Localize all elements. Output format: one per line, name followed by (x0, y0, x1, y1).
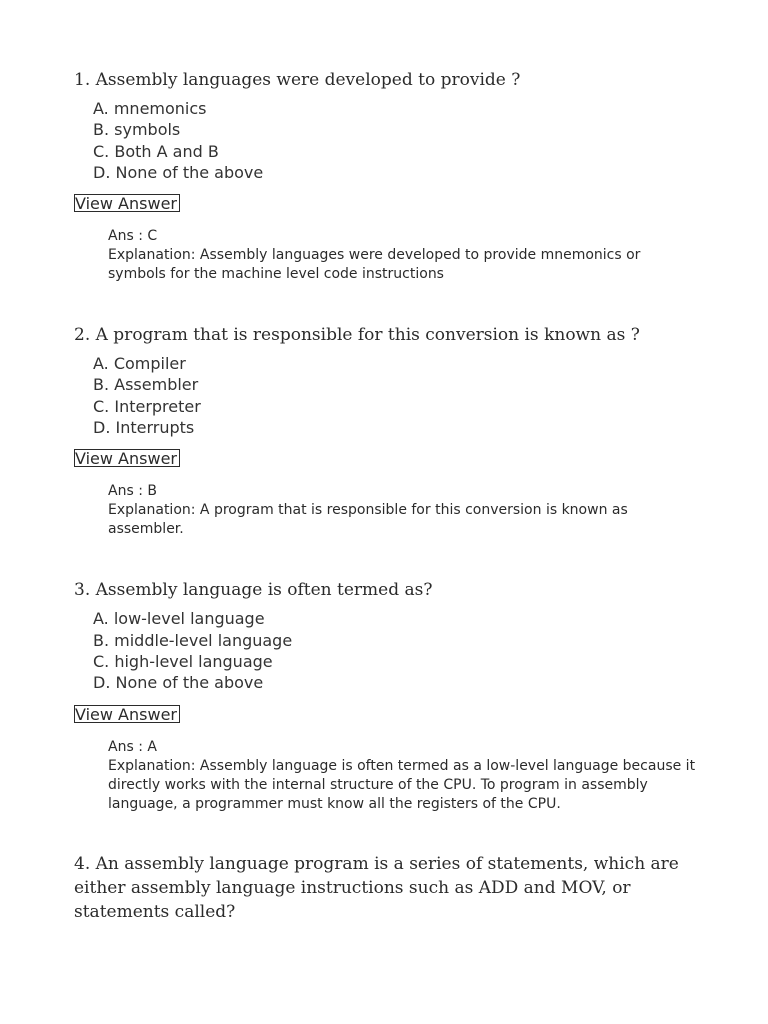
view-answer-button[interactable]: View Answer (74, 705, 180, 723)
question-2 (74, 323, 704, 539)
question-title: 1. Assembly languages were developed to provide ? (74, 70, 521, 90)
answer-explanation: Explanation: A program that is responsible for this conversion is known as assembler. (108, 502, 628, 538)
answer-panel (108, 738, 698, 814)
options-list (93, 98, 704, 183)
question-title: 3. Assembly language is often termed as? (74, 580, 433, 601)
option-c: C. Both A and B (93, 141, 219, 161)
view-answer-button[interactable]: View Answer (74, 194, 180, 212)
option-c: C. Interpreter (93, 396, 201, 416)
option-d: D. None of the above (93, 162, 264, 182)
answer-panel (108, 482, 698, 539)
question-4 (74, 852, 704, 924)
options-list (93, 353, 704, 438)
option-a: A. Compiler (93, 354, 186, 374)
answer-explanation: Explanation: Assembly languages were developed to provide mnemonics or symbols for the machine level code instructions (108, 247, 641, 283)
view-answer-button[interactable]: View Answer (74, 449, 180, 467)
quiz-page (74, 68, 704, 924)
answer-panel (108, 227, 698, 284)
option-a: A. mnemonics (93, 99, 207, 118)
answer-key: Ans : C (108, 228, 158, 245)
option-d: D. None of the above (93, 673, 264, 693)
answer-key: Ans : A (108, 738, 157, 755)
option-b: B. symbols (93, 120, 181, 140)
option-c: C. high-level language (93, 651, 273, 671)
options-list (93, 608, 704, 693)
answer-explanation: Explanation: Assembly language is often termed as a low-level language because it directly works with the internal structure of the CPU. To program in assembly language, a programmer must know all the registers of the CPU. (108, 757, 696, 812)
option-d: D. Interrupts (93, 418, 195, 438)
question-1 (74, 68, 704, 284)
question-3 (74, 578, 704, 813)
question-title: 4. An assembly language program is a series of statements, which are either assembly language instructions such as ADD and MOV, or statements called? (74, 853, 679, 922)
option-a: A. low-level language (93, 609, 265, 629)
answer-key: Ans : B (108, 483, 157, 500)
option-b: B. Assembler (93, 375, 199, 395)
option-b: B. middle-level language (93, 630, 293, 650)
question-title: 2. A program that is responsible for this conversion is known as ? (74, 325, 640, 346)
